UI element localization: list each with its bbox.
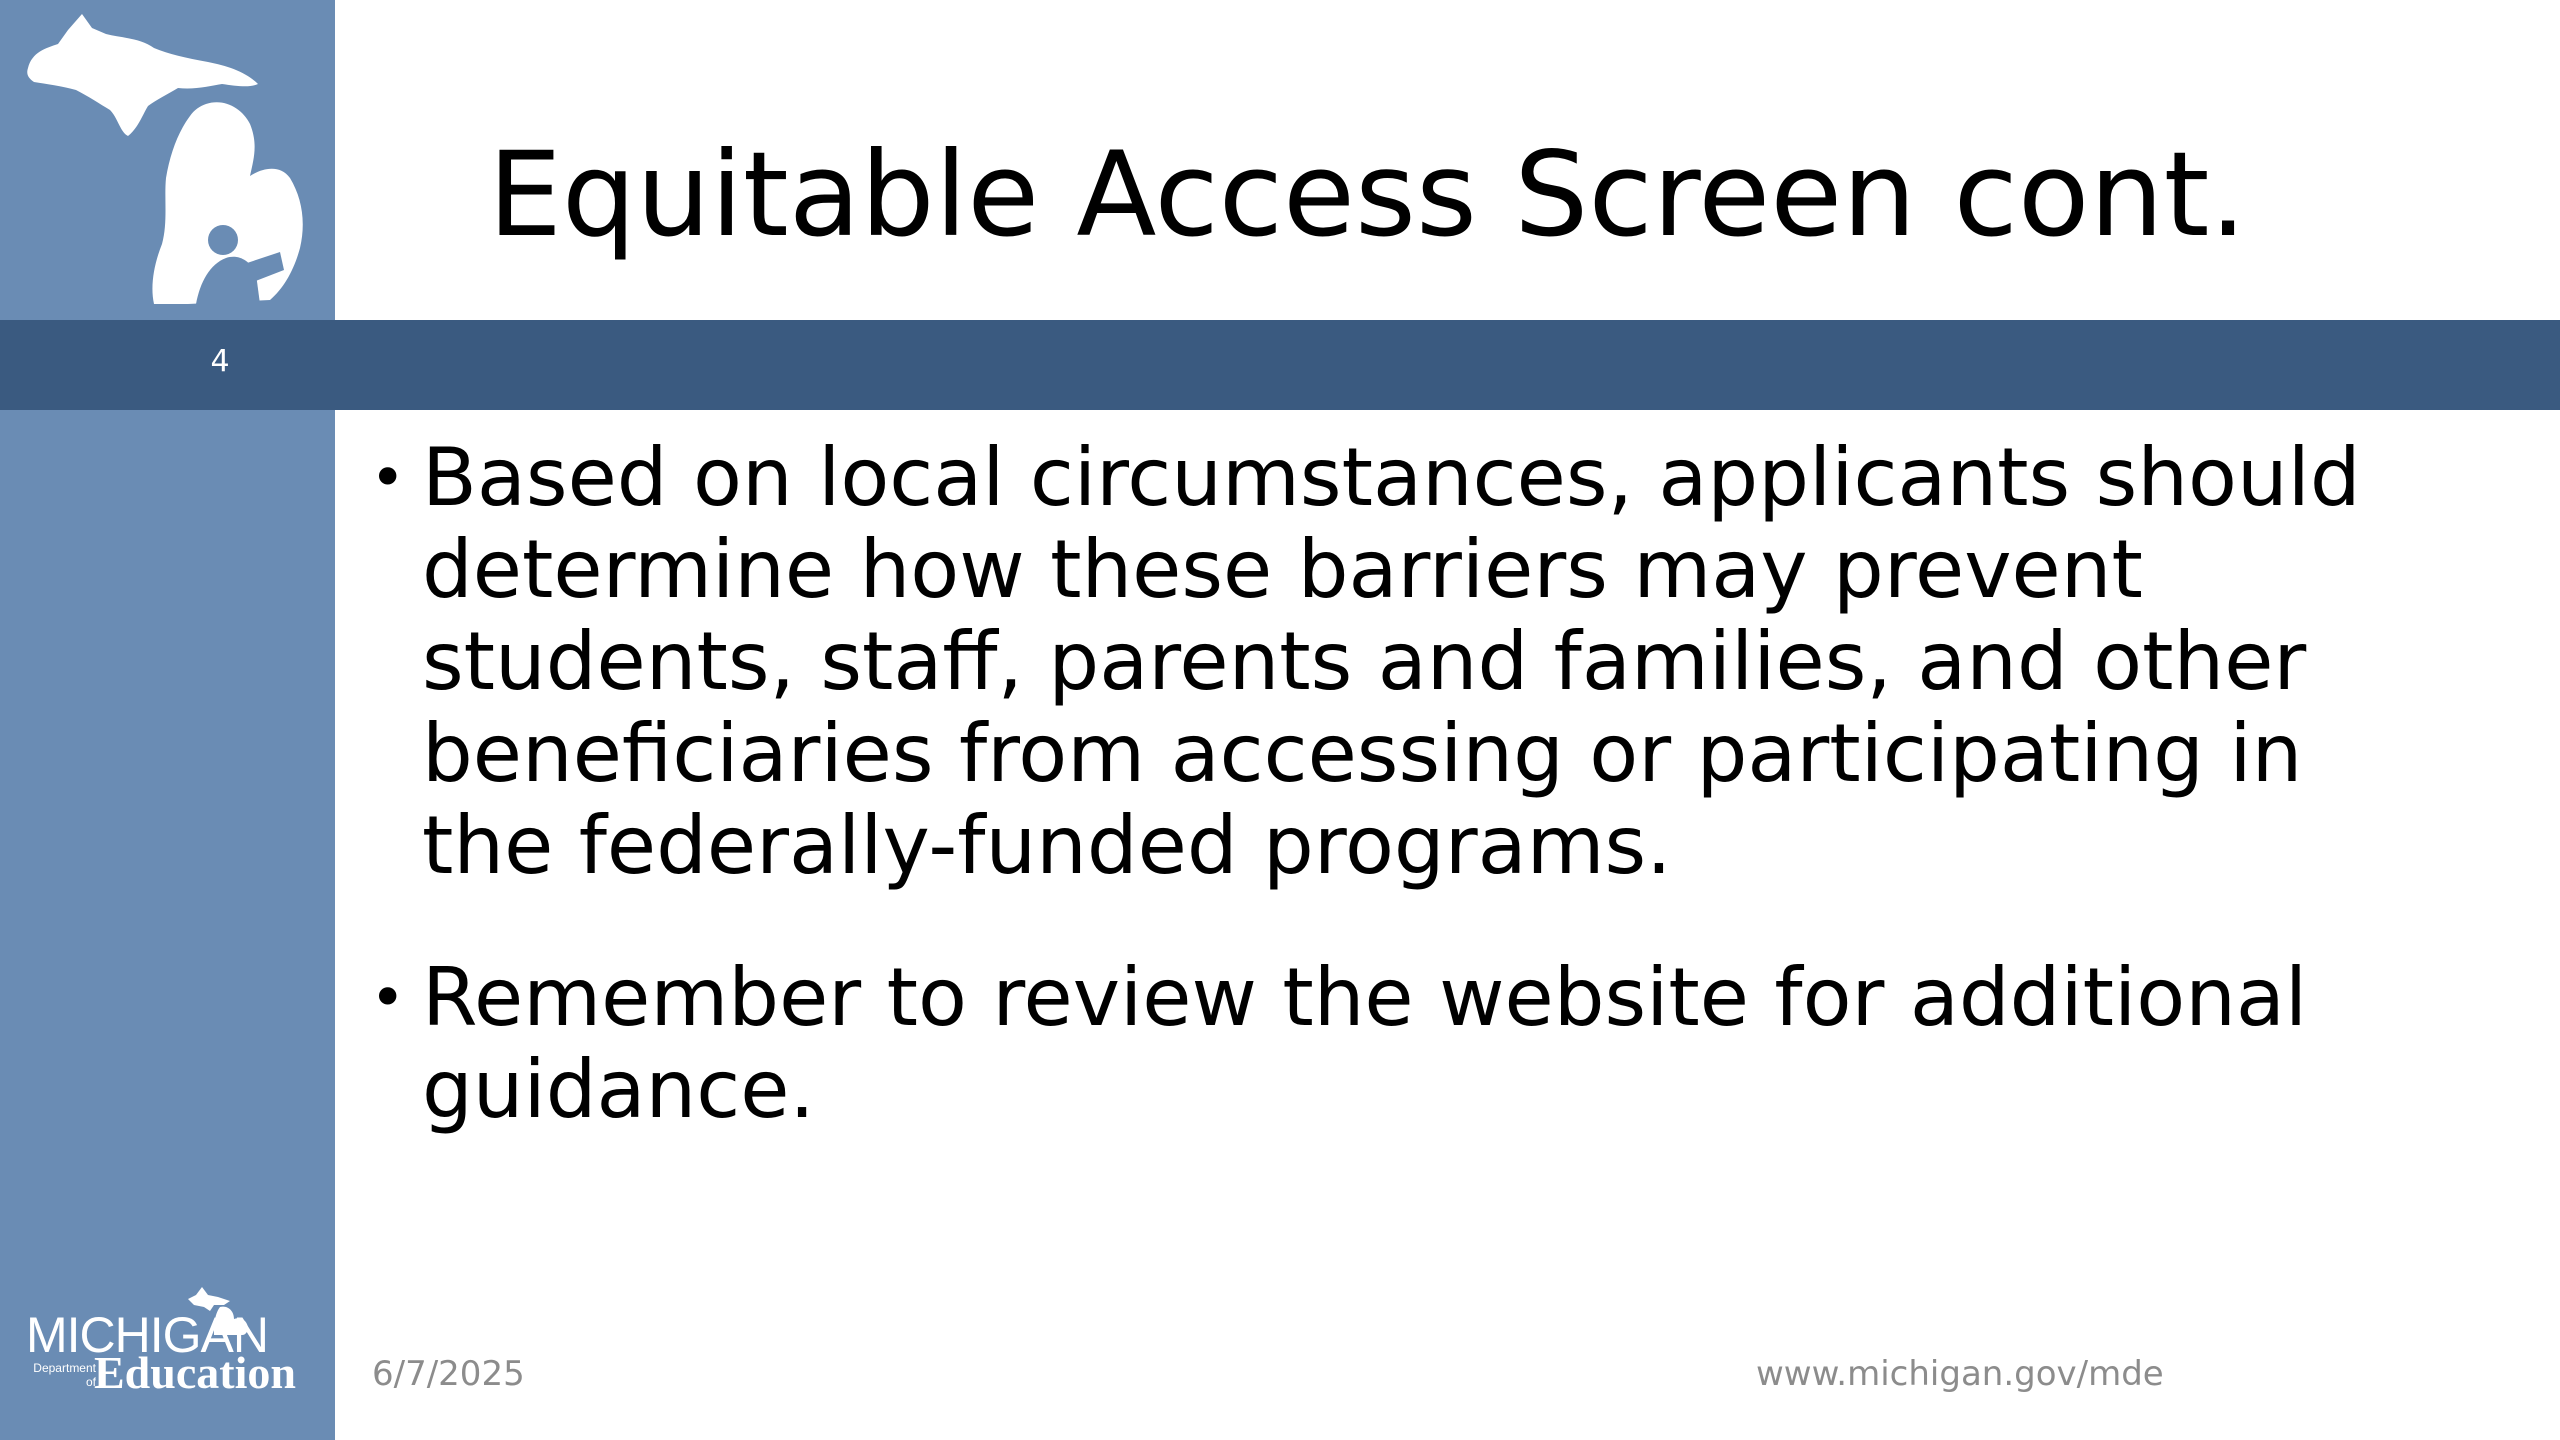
logo-department-text: Department of	[33, 1361, 96, 1389]
bullet-icon: •	[370, 963, 406, 1033]
slide-number: 4	[210, 344, 230, 379]
bullet-item	[370, 952, 2390, 1136]
michigan-map-reader-icon	[18, 8, 308, 308]
header-band	[0, 320, 2560, 410]
bullet-item	[370, 432, 2390, 892]
bullet-text: Based on local circumstances, applicants should determine how these barriers may prevent students, staff, parents and families, and other beneficiaries from accessing or participating in the federally-funded programs.	[422, 431, 2361, 892]
slide-title: Equitable Access Screen cont.	[488, 126, 2247, 263]
mde-logo	[22, 1285, 322, 1400]
footer-url[interactable]: www.michigan.gov/mde	[1756, 1354, 2164, 1394]
footer-date: 6/7/2025	[372, 1354, 525, 1394]
bullet-text: Remember to review the website for additional guidance.	[422, 951, 2308, 1136]
bullet-icon: •	[370, 443, 406, 513]
logo-state-text: MICHIGAN	[26, 1307, 268, 1363]
sidebar	[0, 0, 335, 1440]
bullet-list	[370, 432, 2390, 1196]
logo-education-text: Education	[94, 1347, 296, 1398]
